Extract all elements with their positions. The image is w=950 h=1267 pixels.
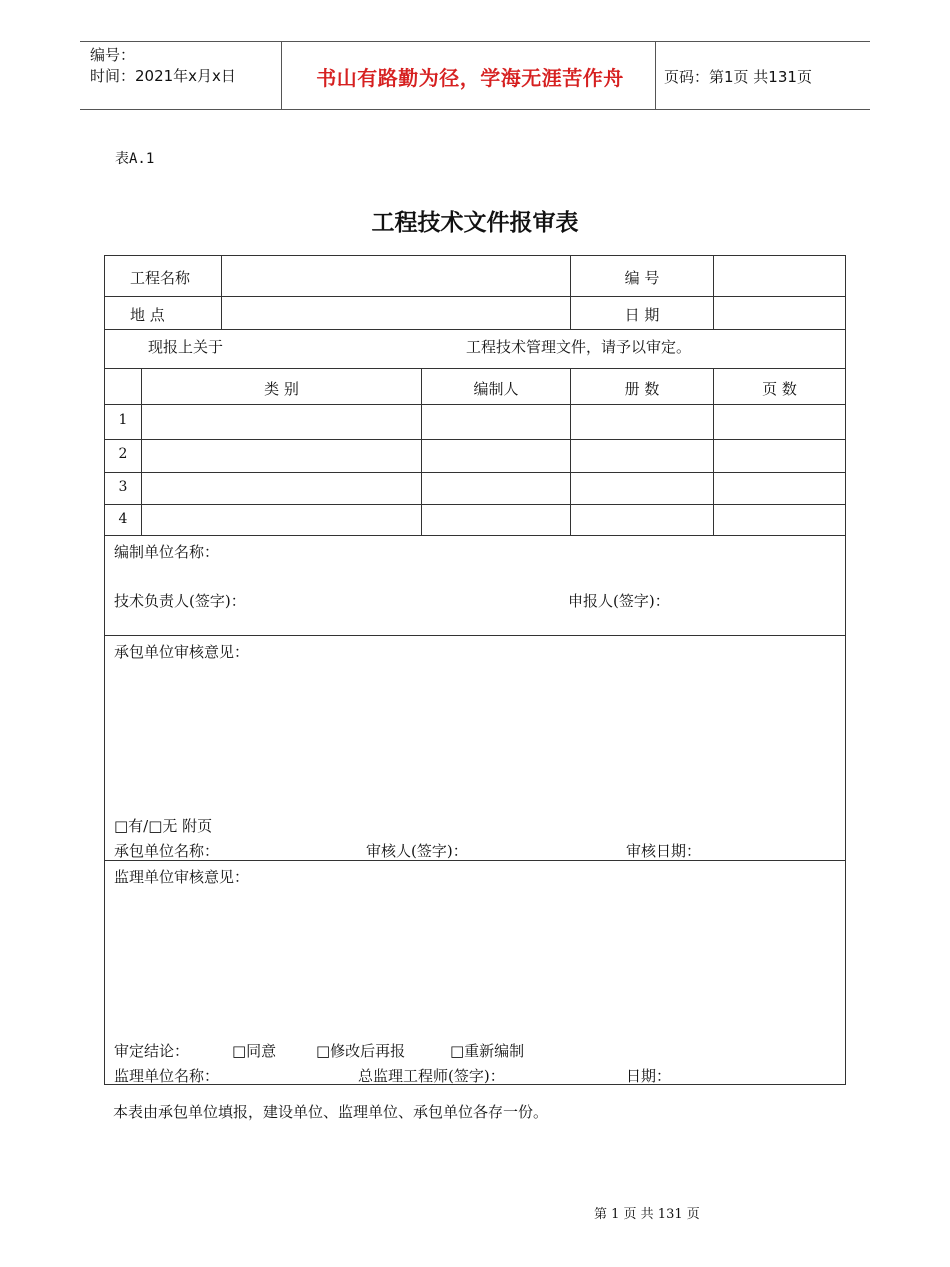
report-prefix: 现报上关于 — [148, 338, 224, 356]
supervisor-name-label: 监理单位名称： — [114, 1067, 220, 1085]
number-label: 编 号 — [624, 269, 660, 287]
location-field[interactable] — [222, 297, 569, 328]
compiler-unit-label: 编制单位名称： — [114, 543, 220, 561]
column-header-compiler: 编制人 — [473, 380, 519, 398]
time-label: 时间：2021年x月x日 — [90, 67, 236, 85]
grid-line — [105, 504, 845, 505]
option-agree-checkbox[interactable]: □同意 — [232, 1042, 277, 1060]
contractor-name-label: 承包单位名称： — [114, 842, 220, 860]
grid-line — [105, 329, 845, 330]
table-row-number: 2 — [118, 446, 128, 462]
column-header-volumes: 册 数 — [624, 380, 660, 398]
column-header-category: 类 别 — [264, 380, 299, 398]
review-form — [104, 255, 846, 1085]
grid-line — [105, 404, 845, 405]
footer-note: 本表由承包单位填报，建设单位、监理单位、承包单位各存一份。 — [113, 1103, 549, 1121]
header-divider — [655, 42, 656, 109]
date2-label: 日期： — [626, 1067, 672, 1085]
page-header — [80, 41, 870, 110]
grid-line — [105, 635, 845, 636]
date-label: 日 期 — [624, 306, 660, 324]
form-title: 工程技术文件报审表 — [371, 209, 579, 236]
table-number: 表A.1 — [115, 151, 155, 167]
header-divider — [281, 42, 282, 109]
grid-line — [105, 535, 845, 536]
code-label: 编号： — [90, 46, 136, 64]
grid-line — [105, 472, 845, 473]
option-revise-checkbox[interactable]: □修改后再报 — [316, 1042, 406, 1060]
report-suffix: 工程技术管理文件，请予以审定。 — [466, 338, 692, 356]
reviewer-signature-label: 审核人(签字)： — [366, 842, 468, 860]
grid-line — [105, 368, 845, 369]
header-meta — [90, 45, 236, 87]
project-name-field[interactable] — [222, 257, 569, 295]
chief-engineer-signature-label: 总监理工程师(签字)： — [358, 1067, 505, 1085]
column-header-pages: 页 数 — [762, 380, 797, 398]
grid-line — [105, 439, 845, 440]
reporter-signature-label: 申报人(签字)： — [568, 592, 670, 610]
option-recompile-checkbox[interactable]: □重新编制 — [450, 1042, 525, 1060]
project-name-label: 工程名称 — [130, 269, 191, 287]
location-label: 地 点 — [130, 306, 165, 324]
tech-lead-signature-label: 技术负责人(签字)： — [114, 592, 246, 610]
page-footer: 第 1 页 共 131 页 — [594, 1207, 700, 1222]
header-motto: 书山有路勤为径，学海无涯苦作舟 — [316, 66, 624, 90]
attachment-checkbox-line[interactable]: □有/□无 附页 — [114, 817, 213, 835]
conclusion-label: 审定结论： — [114, 1042, 190, 1060]
date-field[interactable] — [714, 297, 844, 328]
table-row-number: 1 — [118, 412, 128, 428]
table-row-number: 4 — [118, 511, 128, 527]
table-row-number: 3 — [118, 479, 128, 495]
review-date-label: 审核日期： — [626, 842, 702, 860]
header-page-number: 页码：第1页 共131页 — [664, 68, 812, 86]
supervisor-opinion-label: 监理单位审核意见： — [114, 868, 250, 886]
number-field[interactable] — [714, 257, 844, 295]
contractor-opinion-label: 承包单位审核意见： — [114, 643, 250, 661]
